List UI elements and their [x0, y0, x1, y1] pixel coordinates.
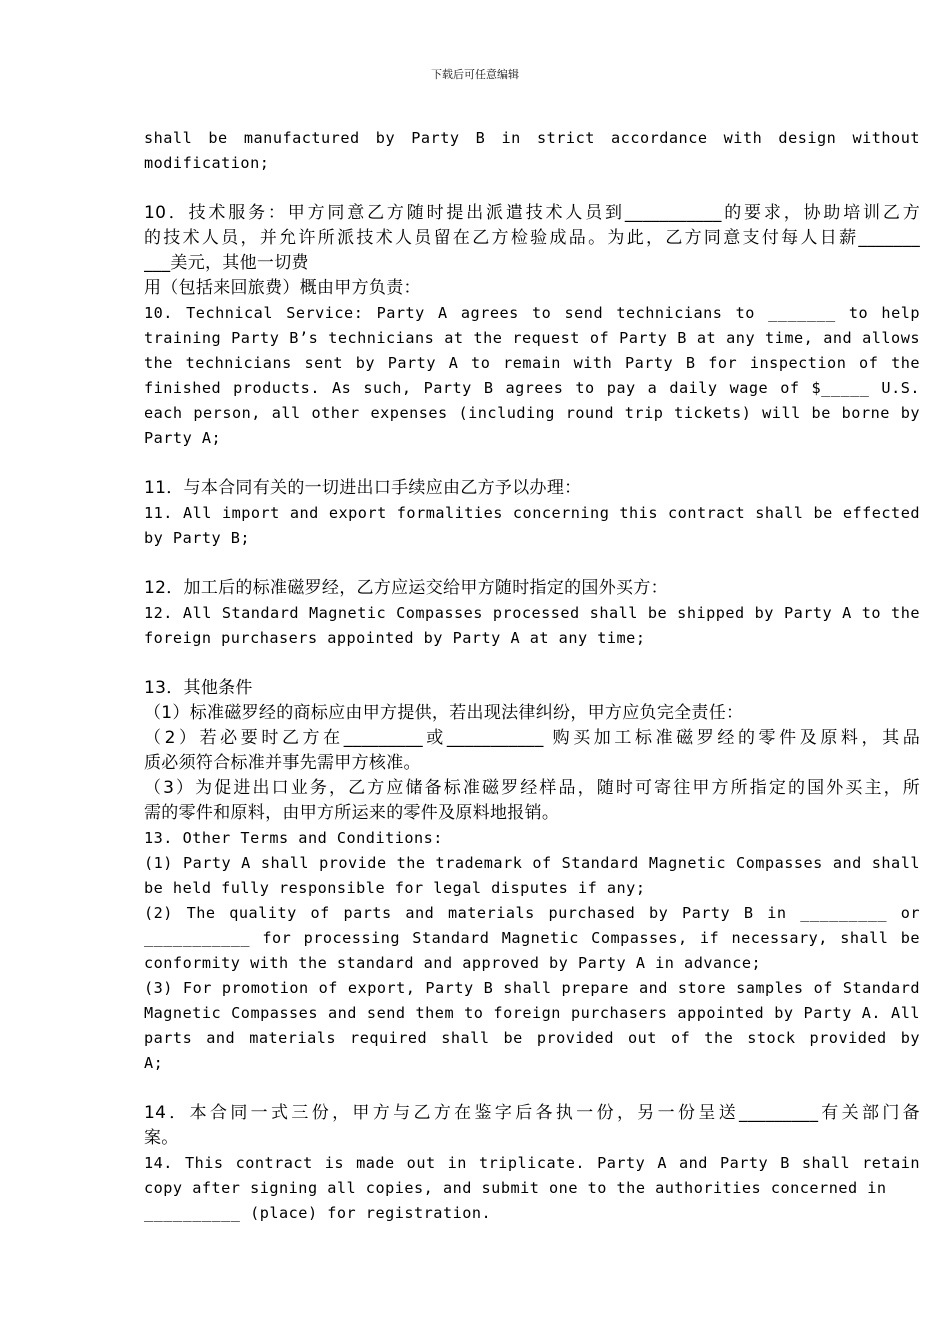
text-line: by Party B; [144, 529, 251, 547]
text-line: each person, all other expenses (including round trip tickets) will be borne by [144, 404, 920, 422]
text-line: (2) The quality of parts and materials purchased by Party B in _________ or [144, 904, 920, 922]
text-line: 14. This contract is made out in triplicate. Party A and Party B shall retain [144, 1154, 920, 1172]
text-line: A; [144, 1054, 164, 1072]
text-line: (3) For promotion of export, Party B shall prepare and store samples of Standard [144, 979, 920, 997]
text-line: Magnetic Compasses and send them to foreign purchasers appointed by Party A. All [144, 1004, 920, 1022]
clause-14-english [144, 1151, 920, 1226]
text-line: the technicians sent by Party A to remain with Party B for inspection of the [144, 354, 920, 372]
clause-13-chinese [144, 676, 920, 826]
paragraph-gap [144, 451, 920, 476]
text-line: ___美元，其他一切费 [144, 253, 309, 273]
text-line: 13．其他条件 [144, 678, 253, 698]
text-line: copy after signing all copies, and submit one to the authorities concerned in [144, 1179, 887, 1197]
text-line: 质必须符合标准并事先需甲方核准。 [144, 753, 421, 773]
clause-11 [144, 476, 920, 551]
clause-10-english [144, 301, 920, 451]
text-line: 10．技术服务：甲方同意乙方随时提出派遣技术人员到___________的要求，协助培训乙方 [144, 203, 920, 223]
text-line: 的技术人员，并允许所派技术人员留在乙方检验成品。为此，乙方同意支付每人日薪_______ [144, 228, 920, 248]
text-line: 10. Technical Service: Party A agrees to send technicians to _______ to help [144, 304, 920, 322]
text-line: 用（包括来回旅费）概由甲方负责： [144, 278, 421, 298]
text-line: 案。 [144, 1128, 179, 1148]
text-line: 13. Other Terms and Conditions: [144, 829, 443, 847]
clause-14-chinese [144, 1101, 920, 1151]
text-line: parts and materials required shall be provided out of the stock provided by [144, 1029, 920, 1047]
paragraph-gap [144, 1076, 920, 1101]
clause-13-english [144, 826, 920, 1076]
clause-12 [144, 576, 920, 651]
text-line: （3）为促进出口业务，乙方应储备标准磁罗经样品，随时可寄往甲方所指定的国外买主，所 [144, 778, 920, 798]
text-line: 14．本合同一式三份，甲方与乙方在鉴字后各执一份，另一份呈送_________有关部门备 [144, 1103, 920, 1123]
page-header-note: 下载后可任意编辑 [431, 68, 519, 81]
text-line: 11. All import and export formalities concerning this contract shall be effected [144, 504, 920, 522]
text-line: 12．加工后的标准磁罗经，乙方应运交给甲方随时指定的国外买方： [144, 578, 668, 598]
text-line: ___________ for processing Standard Magnetic Compasses, if necessary, shall be [144, 929, 920, 947]
text-line: （1）标准磁罗经的商标应由甲方提供，若出现法律纠纷，甲方应负完全责任： [144, 703, 744, 723]
text-line: 需的零件和原料，由甲方所运来的零件及原料地报销。 [144, 803, 560, 823]
text-line: 11．与本合同有关的一切进出口手续应由乙方予以办理： [144, 478, 582, 498]
text-line: Party A; [144, 429, 222, 447]
text-line: finished products. As such, Party B agrees to pay a daily wage of $_____ U.S. [144, 379, 920, 397]
text-line: training Party B’s technicians at the request of Party B at any time, and allows [144, 329, 920, 347]
text-line: shall be manufactured by Party B in strict accordance with design without [144, 129, 920, 147]
text-line: conformity with the standard and approved by Party A in advance; [144, 954, 762, 972]
text-line: （2）若必要时乙方在_________或___________ 购买加工标准磁罗经的零件及原料，其品 [144, 728, 920, 748]
text-line: 12. All Standard Magnetic Compasses processed shall be shipped by Party A to the [144, 604, 920, 622]
text-line: be held fully responsible for legal disputes if any; [144, 879, 646, 897]
paragraph-gap [144, 551, 920, 576]
text-line: __________ (place) for registration. [144, 1204, 492, 1222]
document-body [144, 126, 920, 1226]
clause-9-tail [144, 126, 920, 176]
text-line: foreign purchasers appointed by Party A at any time; [144, 629, 646, 647]
paragraph-gap [144, 651, 920, 676]
clause-10-chinese [144, 201, 920, 301]
text-line: modification; [144, 154, 270, 172]
paragraph-gap [144, 176, 920, 201]
text-line: (1) Party A shall provide the trademark of Standard Magnetic Compasses and shall [144, 854, 920, 872]
